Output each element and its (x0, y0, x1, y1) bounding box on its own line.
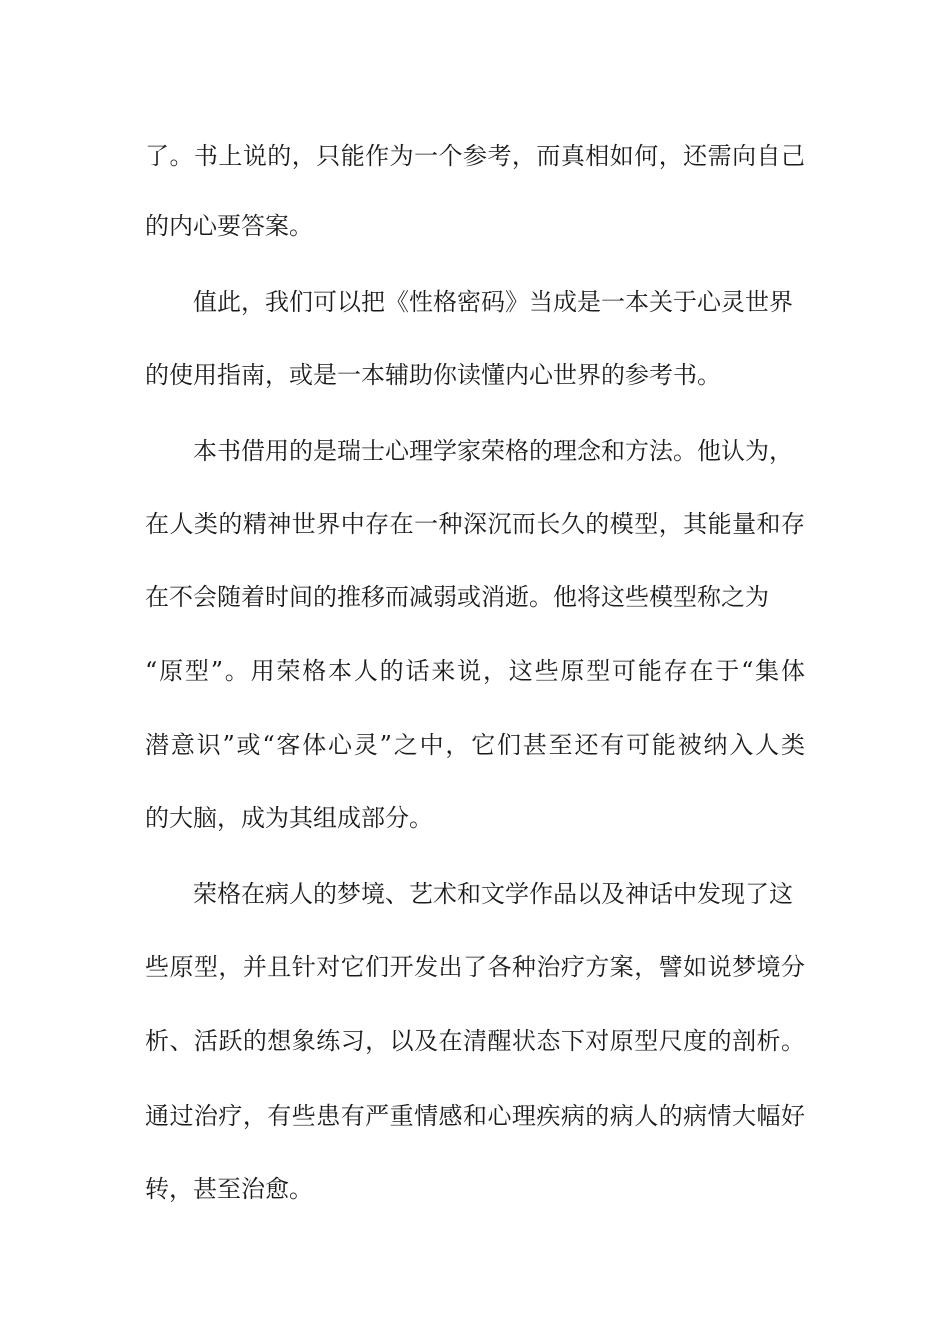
text-line: 些原型，并且针对它们开发出了各种治疗方案，譬如说梦境分 (145, 953, 805, 981)
text-line: “原型”。用荣格本人的话来说，这些原型可能存在于“集体 (145, 657, 805, 685)
text-line: 了。书上说的，只能作为一个参考，而真相如何，还需向自己 (145, 142, 805, 170)
text-line: 析、活跃的想象练习，以及在清醒状态下对原型尺度的剖析。 (145, 1027, 805, 1055)
text-line: 在不会随着时间的推移而减弱或消逝。他将这些模型称之为 (145, 583, 769, 611)
text-line: 在人类的精神世界中存在一种深沉而长久的模型，其能量和存 (145, 510, 805, 538)
text-line: 潜意识”或“客体心灵”之中，它们甚至还有可能被纳入人类 (145, 731, 805, 759)
paragraph-first-line: 值此，我们可以把《性格密码》当成是一本关于心灵世界 (193, 288, 793, 316)
text-line: 转，甚至治愈。 (145, 1175, 313, 1203)
text-line: 的使用指南，或是一本辅助你读懂内心世界的参考书。 (145, 361, 721, 389)
paragraph-first-line: 本书借用的是瑞士心理学家荣格的理念和方法。他认为， (193, 437, 793, 465)
text-line: 的内心要答案。 (145, 212, 313, 240)
paragraph-first-line: 荣格在病人的梦境、艺术和文学作品以及神话中发现了这 (193, 880, 793, 908)
text-line: 通过治疗，有些患有严重情感和心理疾病的病人的病情大幅好 (145, 1102, 805, 1130)
text-line: 的大脑，成为其组成部分。 (145, 804, 433, 832)
